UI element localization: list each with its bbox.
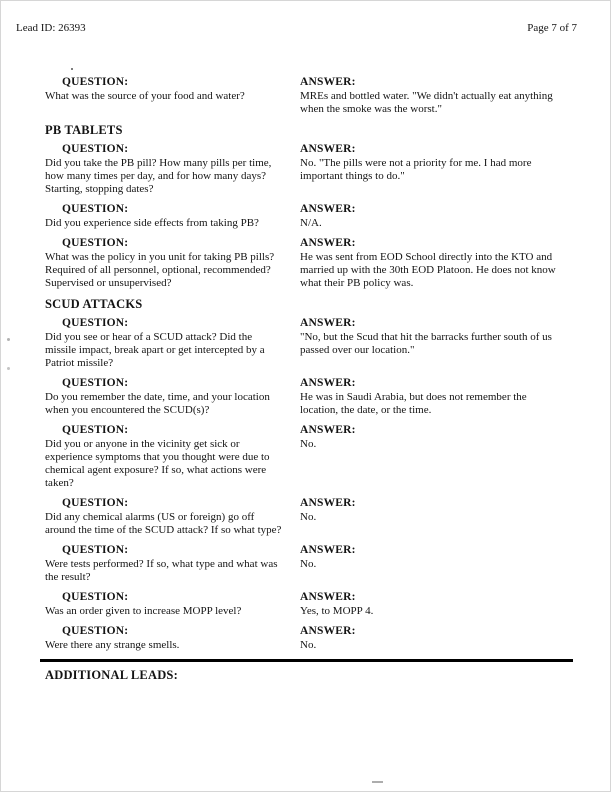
answer-label: ANSWER: (300, 424, 356, 436)
answer-text: No. "The pills were not a priority for me. I had more important things to do." (300, 157, 532, 182)
question-label: QUESTION: (62, 203, 129, 215)
answer-label: ANSWER: (300, 591, 356, 603)
answer-cell (300, 424, 571, 490)
question-text: Did you see or hear of a SCUD attack? Did the missile impact, break apart or get intercepted by a Patriot missile? (45, 331, 265, 369)
qa-row (45, 497, 571, 537)
qa-row (45, 203, 571, 230)
qa-row (45, 143, 571, 196)
additional-leads-heading: ADDITIONAL LEADS: (45, 668, 178, 682)
answer-label: ANSWER: (300, 544, 356, 556)
question-text: Did you experience side effects from taking PB? (45, 217, 259, 229)
answer-cell (300, 203, 571, 230)
answer-label: ANSWER: (300, 76, 356, 88)
answer-text: No. (300, 639, 317, 651)
answer-cell (300, 377, 571, 417)
scan-artifact-dot (7, 338, 10, 341)
question-cell (45, 76, 298, 116)
scan-artifact-dot (71, 68, 73, 70)
answer-label: ANSWER: (300, 377, 356, 389)
answer-cell (300, 591, 571, 618)
question-label: QUESTION: (62, 377, 129, 389)
question-cell (45, 591, 298, 618)
answer-cell (300, 544, 571, 584)
qa-row (45, 317, 571, 370)
qa-row (45, 237, 571, 290)
answer-text: No. (300, 511, 317, 523)
answer-cell (300, 317, 571, 370)
question-text: Were there any strange smells. (45, 639, 180, 651)
answer-text: N/A. (300, 217, 322, 229)
question-label: QUESTION: (62, 143, 129, 155)
scan-artifact-dot (7, 367, 10, 370)
question-label: QUESTION: (62, 544, 129, 556)
question-cell (45, 625, 298, 652)
question-cell (45, 424, 298, 490)
question-cell (45, 237, 298, 290)
answer-cell (300, 143, 571, 196)
question-text: What was the policy in you unit for taking PB pills? Required of all personnel, optional, recommended? Supervised or unsupervised? (45, 251, 275, 289)
answer-cell (300, 76, 571, 116)
page-header (0, 0, 611, 34)
answer-cell (300, 625, 571, 652)
question-text: Did any chemical alarms (US or foreign) go off around the time of the SCUD attack? If so what type? (45, 511, 282, 536)
answer-text: Yes, to MOPP 4. (300, 605, 374, 617)
question-cell (45, 143, 298, 196)
qa-row (45, 625, 571, 652)
section-divider-rule (40, 659, 573, 662)
question-label: QUESTION: (62, 424, 129, 436)
answer-label: ANSWER: (300, 203, 356, 215)
answer-label: ANSWER: (300, 497, 356, 509)
question-label: QUESTION: (62, 497, 129, 509)
lead-id: Lead ID: 26393 (16, 22, 86, 34)
question-label: QUESTION: (62, 317, 129, 329)
answer-cell (300, 497, 571, 537)
qa-row (45, 424, 571, 490)
answer-text: He was sent from EOD School directly into the KTO and married up with the 30th EOD Platoon. He does not know what their PB policy was. (300, 251, 556, 289)
question-label: QUESTION: (62, 76, 129, 88)
scan-artifact-mark (372, 781, 383, 783)
qa-row (45, 544, 571, 584)
qa-row (45, 377, 571, 417)
answer-text: No. (300, 558, 317, 570)
section-heading: PB TABLETS (45, 123, 123, 137)
qa-content (45, 76, 571, 652)
qa-row (45, 76, 571, 116)
question-cell (45, 377, 298, 417)
answer-cell (300, 237, 571, 290)
answer-label: ANSWER: (300, 143, 356, 155)
question-text: Did you or anyone in the vicinity get sick or experience symptoms that you thought were due to chemical agent exposure? If so, what actions were taken? (45, 438, 270, 489)
question-cell (45, 203, 298, 230)
question-text: What was the source of your food and water? (45, 90, 245, 102)
answer-text: No. (300, 438, 317, 450)
question-cell (45, 544, 298, 584)
question-cell (45, 497, 298, 537)
question-text: Did you take the PB pill? How many pills per time, how many times per day, and for how many days? Starting, stopping dates? (45, 157, 272, 195)
page-number: Page 7 of 7 (527, 22, 577, 34)
answer-label: ANSWER: (300, 625, 356, 637)
answer-text: "No, but the Scud that hit the barracks further south of us passed over our location." (300, 331, 552, 356)
qa-row (45, 591, 571, 618)
question-label: QUESTION: (62, 591, 129, 603)
question-text: Were tests performed? If so, what type and what was the result? (45, 558, 278, 583)
question-cell (45, 317, 298, 370)
answer-label: ANSWER: (300, 237, 356, 249)
answer-text: MREs and bottled water. "We didn't actually eat anything when the smoke was the worst." (300, 90, 553, 115)
answer-label: ANSWER: (300, 317, 356, 329)
question-label: QUESTION: (62, 237, 129, 249)
question-text: Do you remember the date, time, and your location when you encountered the SCUD(s)? (45, 391, 270, 416)
question-text: Was an order given to increase MOPP level? (45, 605, 242, 617)
question-label: QUESTION: (62, 625, 129, 637)
section-heading: SCUD ATTACKS (45, 297, 143, 311)
answer-text: He was in Saudi Arabia, but does not remember the location, the date, or the time. (300, 391, 527, 416)
